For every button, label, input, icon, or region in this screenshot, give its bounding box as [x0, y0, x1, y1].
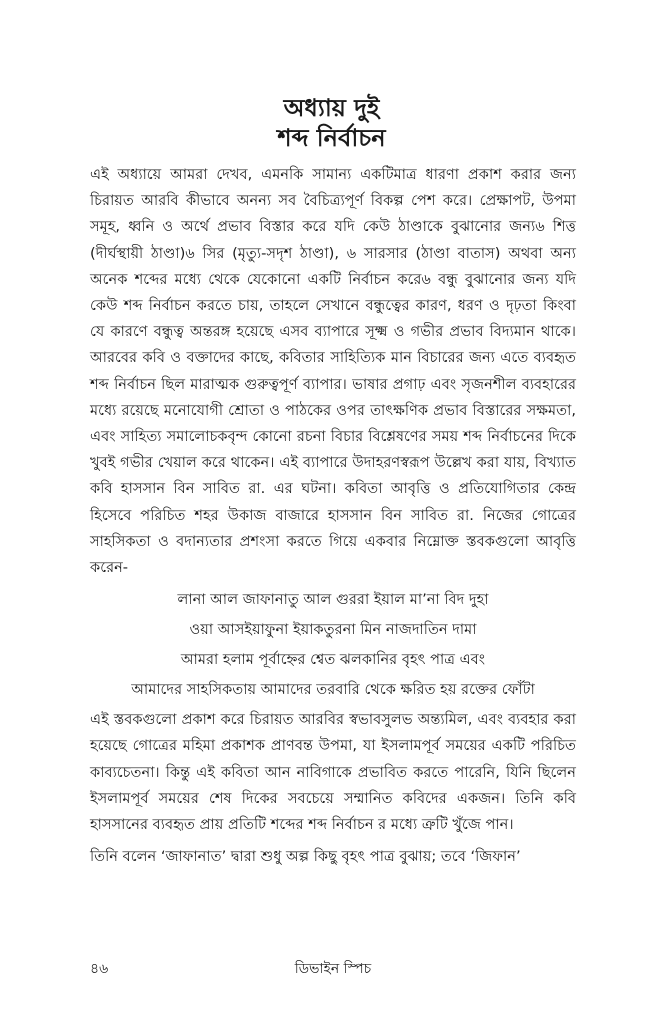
verse-line-3: আমরা হলাম পূর্বাহ্নের শ্বেত ঝলকানির বৃহৎ পাত্র এবং — [180, 651, 486, 669]
paragraph-3: তিনি বলেন ‘জাফানাত’ দ্বারা শুধু অল্প কিছু বৃহৎ পাত্র বুঝায়; তবে ‘জিফান’ — [90, 848, 521, 866]
verse-line-2: ওয়া আসইয়াফুনা ইয়াকতুরনা মিন নাজদাতিন দামা — [189, 621, 477, 639]
page-footer — [90, 957, 576, 983]
paragraph-2: এই স্তবকগুলো প্রকাশ করে চিরায়ত আরবির স্বভাবসুলভ অন্ত্যমিল, এবং ব্যবহার করা হয়েছে গোত্রের মহিমা প্রকাশক প্রাণবন্ত উপমা, যা ইসলামপূর্ব সময়ের একটি পরিচিত কাব্যচেতনা। কিন্তু এই কবিতা আন নাবিগাকে প্রভাবিত করতে পারেনি, যিনি ছিলেন ইসলামপূর্ব সময়ের শেষ দিকের সবচেয়ে সম্মানিত কবিদের একজন। তিনি কবি হাসসানের ব্যবহৃত প্রায় প্রতিটি শব্দের শব্দ নির্বাচন র মধ্যে ত্রুটি খুঁজে পান। — [90, 711, 576, 834]
page-number: ৪৬ — [90, 961, 109, 977]
verse-line-4: আমাদের সাহসিকতায় আমাদের তরবারি থেকে ক্ষরিত হয় রক্তের ফোঁটা — [131, 681, 535, 699]
running-head: ডিভাইন স্পিচ — [294, 961, 372, 977]
body-text — [90, 162, 576, 870]
chapter-title: শব্দ নির্বাচন — [277, 124, 386, 152]
verse-line-1: লানা আল জাফানাতু আল গুররা ইয়াল মা’না বিদ দুহা — [177, 591, 489, 609]
verse-block — [90, 585, 576, 705]
paragraph-1: এই অধ্যায়ে আমরা দেখব, এমনকি সামান্য একটিমাত্র ধারণা প্রকাশ করার জন্য চিরায়ত আরবি কীভাবে অনন্য সব বৈচিত্র্যপূর্ণ বিকল্প পেশ করে। প্রেক্ষাপট, উপমা সমূহ, ধ্বনি ও অর্থে প্রভাব বিস্তার করে যদি কেউ ঠাণ্ডাকে বুঝানোর জন্য৬ শিত্ত (দীর্ঘস্থায়ী ঠাণ্ডা)৬ সির (মৃত্যু-সদৃশ ঠাণ্ডা), ৬ সারসার (ঠাণ্ডা বাতাস) অথবা অন্য অনেক শব্দের মধ্যে থেকে যেকোনো একটি নির্বাচন করে৬ বন্ধু বুঝানোর জন্য যদি কেউ শব্দ নির্বাচন করতে চায়, তাহলে সেখানে বন্ধুত্বের কারণ, ধরণ ও দৃঢ়তা কিংবা যে কারণে বন্ধুত্ব অন্তরঙ্গ হয়েছে এসব ব্যাপারে সূক্ষ্ম ও গভীর প্রভাব বিদ্যমান থাকে। আরবের কবি ও বক্তাদের কাছে, কবিতার সাহিত্যিক মান বিচারের জন্য এতে ব্যবহৃত শব্দ নির্বাচন ছিল মারাত্মক গুরুত্বপূর্ণ ব্যাপার। ভাষার প্রগাঢ় এবং সৃজনশীল ব্যবহারের মধ্যে রয়েছে মনোযোগী শ্রোতা ও পাঠকের ওপর তাৎক্ষণিক প্রভাব বিস্তারের সক্ষমতা, এবং সাহিত্য সমালোচকবৃন্দ কোনো রচনা বিচার বিশ্লেষণের সময় শব্দ নির্বাচনের দিকে খুবই গভীর খেয়াল করে থাকেন। এই ব্যাপারে উদাহরণস্বরূপ উল্লেখ করা যায়, বিখ্যাত কবি হাসসান বিন সাবিত রা. এর ঘটনা। কবিতা আবৃত্তি ও প্রতিযোগিতার কেন্দ্র হিসেবে পরিচিত শহর উকাজ বাজারে হাসসান বিন সাবিত রা. নিজের গোত্রের সাহসিকতা ও বদান্যতার প্রশংসা করতে গিয়ে একবার নিম্নোক্ত স্তবকগুলো আবৃত্তি করেন- — [90, 166, 577, 577]
chapter-number-title: অধ্যায় দুই — [283, 94, 380, 122]
